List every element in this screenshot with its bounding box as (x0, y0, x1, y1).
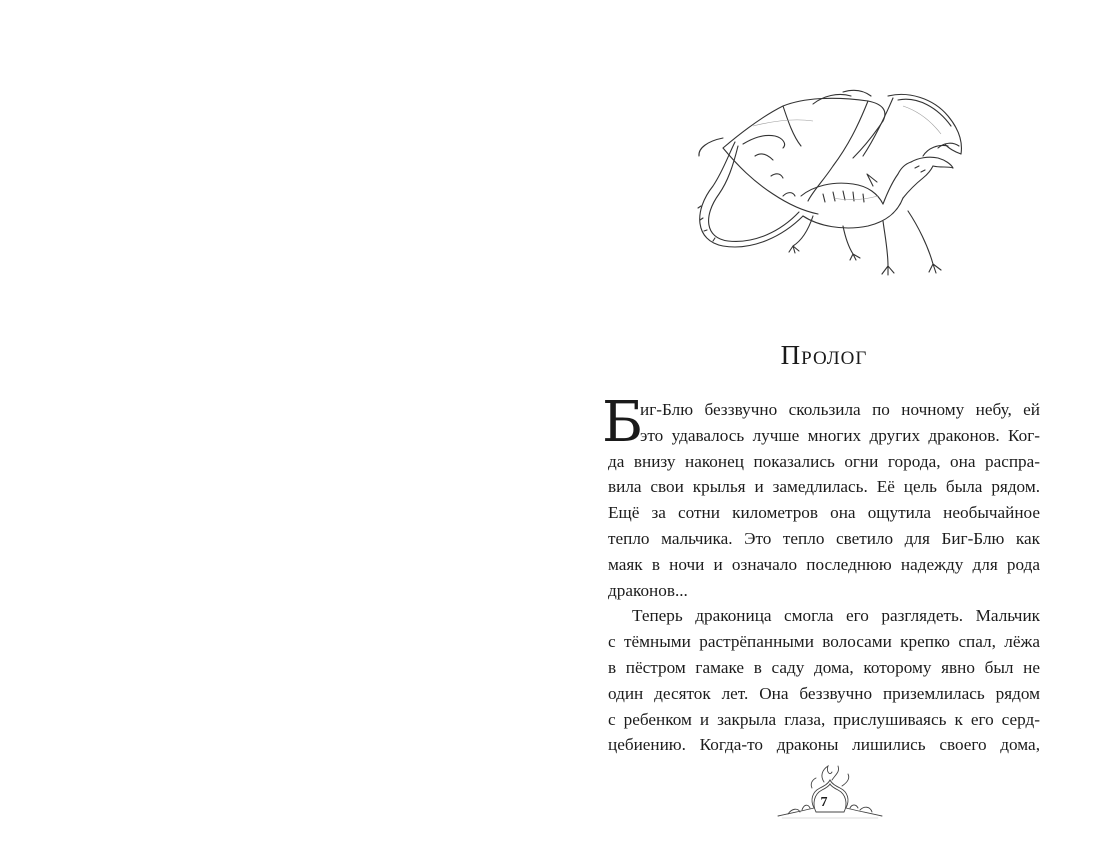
flame-ornament-icon (776, 764, 884, 822)
text-line: иг-Блю беззвучно скользила по ночному небу, ей (640, 400, 1040, 419)
text-line: с ребенком и закрыла глаза, прислушиваясь к его серд- (608, 709, 1040, 729)
body-text (602, 390, 1040, 758)
dropcap-letter: Б (602, 390, 644, 455)
text-line: маяк в ночи и означало последнюю надежду для рода (608, 554, 1040, 574)
text-line: Теперь драконица смогла его разглядеть. Мальчик (632, 606, 1040, 626)
text-line: Ещё за сотни километров она ощутила необычайное (608, 503, 1040, 523)
dragon-illustration-icon (683, 86, 983, 286)
text-line: с тёмными растрёпанными волосами крепко спал, лёжа (608, 632, 1040, 652)
text-line: это удавалось лучше многих других драконов. Ког- (640, 425, 1040, 445)
text-line: цебиению. Когда-то драконы лишились своего дома, (608, 735, 1040, 755)
text-line: в пёстром гамаке в саду дома, которому явно был не (608, 657, 1040, 677)
text-line: драконов... (608, 580, 688, 600)
text-line: тепло мальчика. Это тепло светило для Биг-Блю как (608, 528, 1040, 548)
text-line: один десяток лет. Она беззвучно приземлилась рядом (608, 683, 1040, 703)
page-number: 7 (820, 795, 828, 810)
text-line: вила свои крылья и замедлилась. Её цель была рядом. (608, 477, 1040, 497)
chapter-title: Пролог (780, 340, 868, 370)
text-line: да внизу наконец показались огни города, она распра- (608, 451, 1040, 471)
